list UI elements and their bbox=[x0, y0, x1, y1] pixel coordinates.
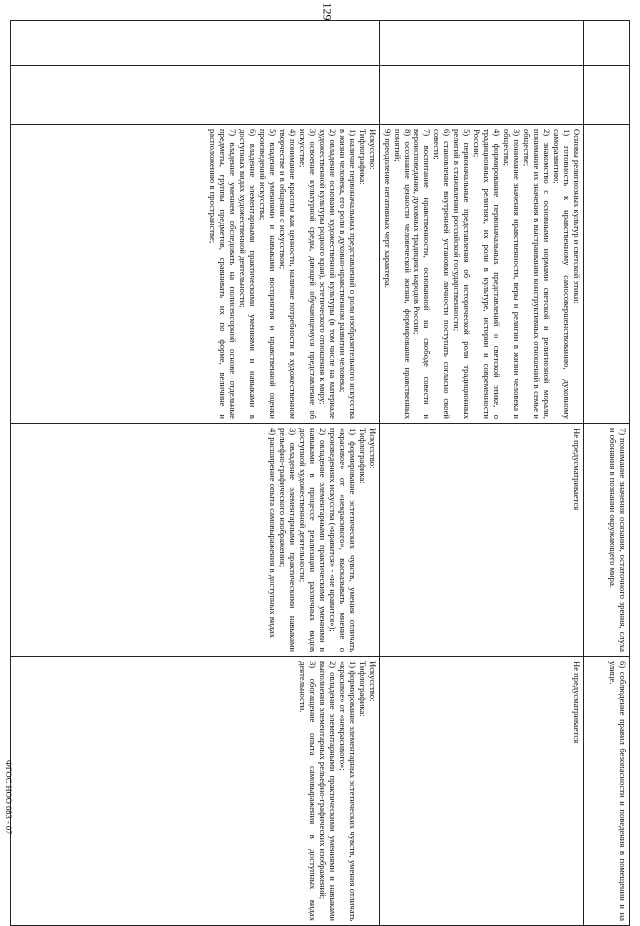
cell-text: 3) понимание значения нравственности, веры и религии в жизни человека и общества; bbox=[502, 129, 523, 419]
cell-text: 3) овладение элементарными практическими навыками рельефно-графического изображения; bbox=[277, 428, 298, 652]
cell-text: Искусство: bbox=[367, 428, 378, 469]
cell-text: 4) формирование первоначальных представлений о светской этике, о традиционных религиях, их роли в культуре, истории и современности России; bbox=[472, 129, 503, 419]
table-cell bbox=[379, 66, 583, 125]
cell-text: 2) овладение элементарными практическими умениями и навыками в процессе реализации различных видов доступной художественной деятельности; bbox=[297, 428, 328, 652]
table-cell bbox=[584, 66, 630, 125]
standards-table bbox=[10, 20, 630, 926]
page-number: 129 bbox=[320, 2, 335, 21]
table-cell bbox=[584, 21, 630, 66]
table-cell bbox=[11, 657, 380, 926]
cell-text: 3) обогащение опыта самовыражения в доступных видах деятельности. bbox=[297, 661, 318, 921]
table-cell bbox=[11, 424, 380, 657]
table-row bbox=[11, 21, 380, 926]
table-cell bbox=[11, 66, 380, 125]
cell-text: 1) готовность к нравственному самосовершенствованию, духовному саморазвитию; bbox=[552, 129, 573, 419]
cell-text: 9) преодоление негативных черт характера. bbox=[382, 129, 393, 288]
table-cell bbox=[379, 424, 583, 657]
cell-text: 2) овладение основами художественной культуры (в том числе на материале художественной культуры родного края), эстетического отношения к миру; bbox=[317, 129, 338, 419]
cell-text: 1) формирование элементарных эстетических чувств, умения отличать «красивое» от «некрасивого»; bbox=[337, 661, 358, 921]
cell-text: 6) владение элементарными практическими умениями и навыками в доступных видах художественной деятельности; bbox=[238, 129, 258, 419]
cell-text: Искусство: bbox=[367, 129, 378, 170]
cell-text: 5) первоначальные представления об исторической роли традиционных религий в становлении российской государственности; bbox=[452, 129, 473, 419]
cell-text: 2) овладение элементарными практическими умениями и навыками выполнения элементарных рельефно-графических изображений; bbox=[317, 661, 338, 921]
table-cell bbox=[584, 657, 630, 926]
table-cell bbox=[11, 125, 380, 424]
cell-text: 7) владение умением обследовать на полисенсорной основе отдельные предметы, группы предметов, сравнивать их по форме, величине и расположению в пространстве; bbox=[208, 129, 239, 419]
cell-text: 6) соблюдение правил безопасности и поведения в помещении и на улице. bbox=[608, 661, 628, 921]
cell-text: Искусство: bbox=[367, 661, 378, 702]
cell-text: 1) формирование эстетических чувств, умения отличать «красивое» от «некрасивого», высказывать мнение о произведениях искусства («нравится» - «не нравится»); bbox=[327, 428, 358, 652]
table-cell bbox=[379, 657, 583, 926]
table-cell bbox=[584, 424, 630, 657]
cell-text: 8) осознание ценности человеческой жизни, формирование нравственных понятий; bbox=[392, 129, 413, 419]
cell-text: Не предусматривается bbox=[572, 661, 582, 744]
table-cell bbox=[379, 125, 583, 424]
table-row bbox=[584, 21, 630, 926]
cell-text: Тифлографика: bbox=[357, 129, 368, 185]
cell-text: 5) владение умениями и навыками восприятия и нравственной оценки произведений искусства; bbox=[257, 129, 278, 419]
cell-text: Основы религиозных культур и светской этики: bbox=[572, 129, 582, 304]
table-cell bbox=[11, 21, 380, 66]
cell-text: 4) расширение опыта самовыражения в доступных видах bbox=[267, 428, 278, 638]
cell-text: 4) понимание красоты как ценности, наличие потребности в художественном творчестве и в общении с искусством; bbox=[277, 129, 298, 419]
cell-text: 1) наличие первоначальных представлений о роли изобразительного искусства в жизни человека, его роли в духовно-нравственном развитии человека; bbox=[337, 129, 358, 419]
cell-text: 7) воспитание нравственности, основанной на свободе совести и вероисповедания, духовных традициях народов России; bbox=[412, 129, 433, 419]
rotated-table-container bbox=[10, 20, 630, 921]
table-cell bbox=[584, 125, 630, 424]
cell-text: 7) понимание значения осязания, остаточного зрения, слуха и обоняния в познании окружающего мира. bbox=[608, 428, 628, 652]
document-code: ФГОС НОО 083 - 07 bbox=[4, 760, 14, 835]
table-cell bbox=[379, 21, 583, 66]
table-row bbox=[379, 21, 583, 926]
cell-text: 3) освоение культурной среды, дающей обучающемуся представление об искусстве; bbox=[297, 129, 318, 419]
cell-text: Не предусматривается bbox=[572, 428, 582, 511]
cell-text: 6) становление внутренней установки личности поступать согласно своей совести; bbox=[432, 129, 453, 419]
cell-text: Тифлографика: bbox=[357, 661, 368, 717]
cell-text: Тифлографика: bbox=[357, 428, 368, 484]
cell-text: 2) знакомство с основными нормами светской и религиозной морали, понимание их значения в выстраивании конструктивных отношений в семье и обществе; bbox=[522, 129, 553, 419]
